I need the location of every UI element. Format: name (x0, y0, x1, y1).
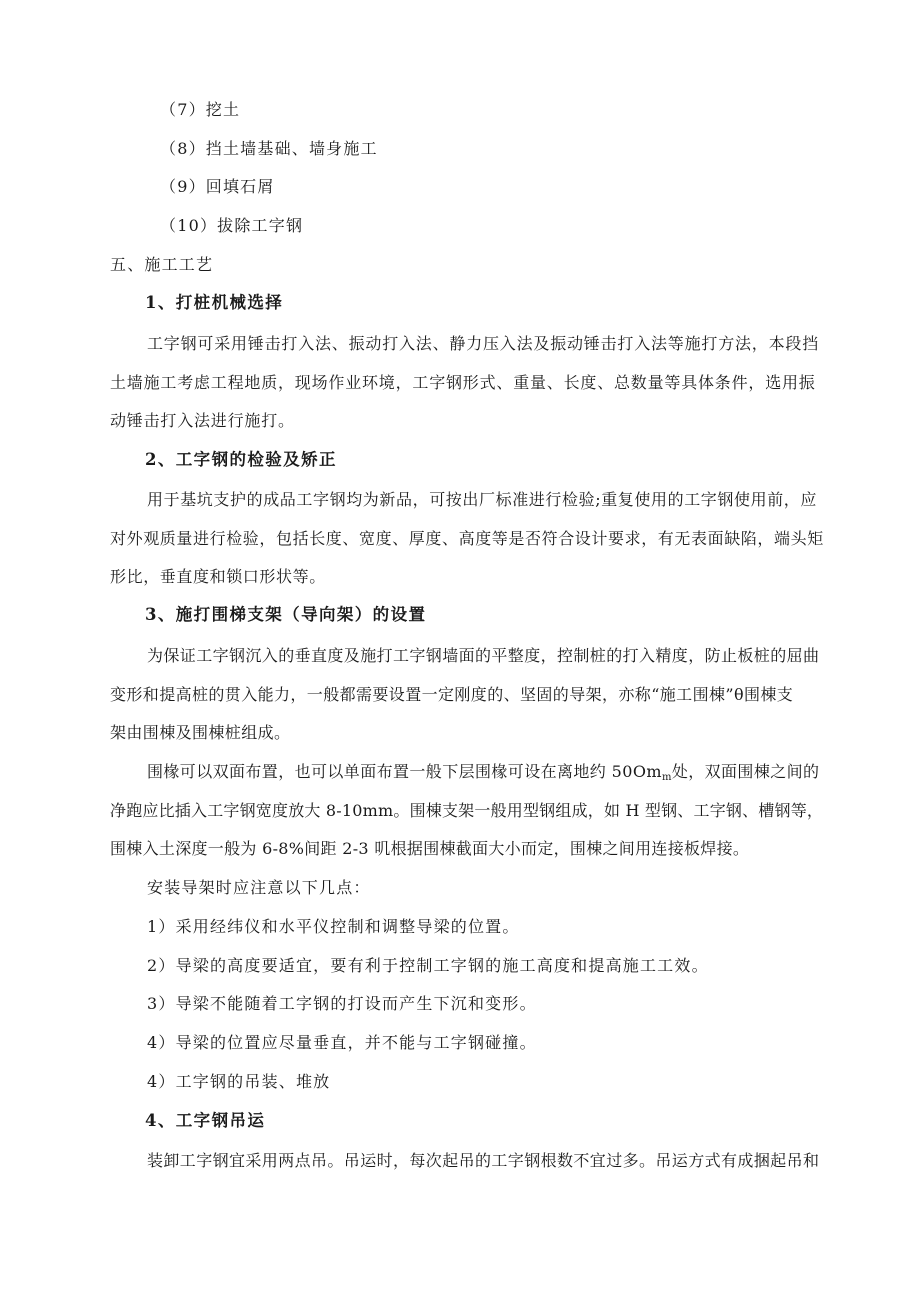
paragraph-1-line-1: 工字钢可采用锤击打入法、振动打入法、静力压入法及振动锤击打入法等施打方法，本段挡 (147, 334, 820, 353)
paragraph-4-line-1 (147, 762, 819, 788)
paragraph-2-line-1: 用于基坑支护的成品工字钢均为新品，可按出厂标准进行检验;重复使用的工字钢使用前，应 (147, 490, 817, 509)
paragraph-2-line-3: 形比，垂直度和锁口形状等。 (110, 567, 326, 586)
paragraph-1-line-2: 土墙施工考虑工程地质，现场作业环境，工字钢形式、重量、长度、总数量等具体条件，选用振 (110, 373, 816, 392)
paragraph-3-line-1: 为保证工字钢沉入的垂直度及施打工字钢墙面的平整度，控制桩的打入精度，防止板桩的屈曲 (147, 646, 820, 665)
heading-2: 2、工字钢的检验及矫正 (145, 450, 337, 469)
paragraph-2-line-2: 对外观质量进行检验，包括长度、宽度、厚度、高度等是否符合设计要求，有无表面缺陷，端头矩 (110, 529, 824, 548)
paragraph-5: 安装导架时应注意以下几点： (147, 878, 371, 897)
paragraph-4-subscript: m (661, 772, 672, 783)
heading-4: 4、工字钢吊运 (145, 1111, 266, 1130)
paragraph-3-line-2: 变形和提高桩的贯入能力，一般都需要设置一定刚度的、坚固的导架，亦称“施工围棟”θ围棟支 (110, 685, 794, 704)
paragraph-1-line-3: 动锤击打入法进行施打。 (110, 411, 295, 430)
heading-3: 3、施打围梯支架（导向架）的设置 (145, 605, 427, 624)
list-item-4: 4）导梁的位置应尽量垂直，并不能与工字钢碰撞。 (147, 1033, 537, 1052)
step-9: （9）回填石屑 (160, 177, 275, 196)
paragraph-4-line-3: 围棟入土深度一般为 6-8%间距 2-3 叽根据围棟截面大小而定，围棟之间用连接板焊接。 (110, 839, 750, 858)
list-item-2: 2）导梁的高度要适宜，要有利于控制工字钢的施工高度和提高施工工效。 (147, 956, 709, 975)
paragraph-6: 装卸工字钢宜采用两点吊。吊运时，每次起吊的工字钢根数不宜过多。吊运方式有成捆起吊和 (147, 1151, 820, 1170)
step-7: （7）挖土 (160, 100, 241, 119)
paragraph-4-line-1-text-b: 处，双面围棟之间的 (671, 762, 820, 781)
step-8: （8）挡土墙基础、墙身施工 (160, 139, 378, 158)
list-item-3: 3）导梁不能随着工字钢的打设而产生下沉和变形。 (147, 994, 537, 1013)
section-title: 五、施工工艺 (110, 255, 214, 274)
paragraph-3-line-3: 架由围棟及围棟桩组成。 (110, 723, 291, 742)
list-item-5: 4）工字钢的吊装、堆放 (147, 1072, 331, 1091)
heading-1: 1、打桩机械选择 (145, 293, 284, 312)
list-item-1: 1）采用经纬仪和水平仪控制和调整导梁的位置。 (147, 917, 520, 936)
step-10: （10）拔除工字钢 (160, 216, 304, 235)
paragraph-4-line-2: 净跑应比插入工字钢宽度放大 8-10mm。围棟支架一般用型钢组成，如 H 型钢、工字钢、槽钢等， (110, 801, 824, 820)
paragraph-4-line-1-text-a: 围椽可以双面布置，也可以单面布置一般下层围椽可设在离地约 50Om (147, 762, 662, 781)
